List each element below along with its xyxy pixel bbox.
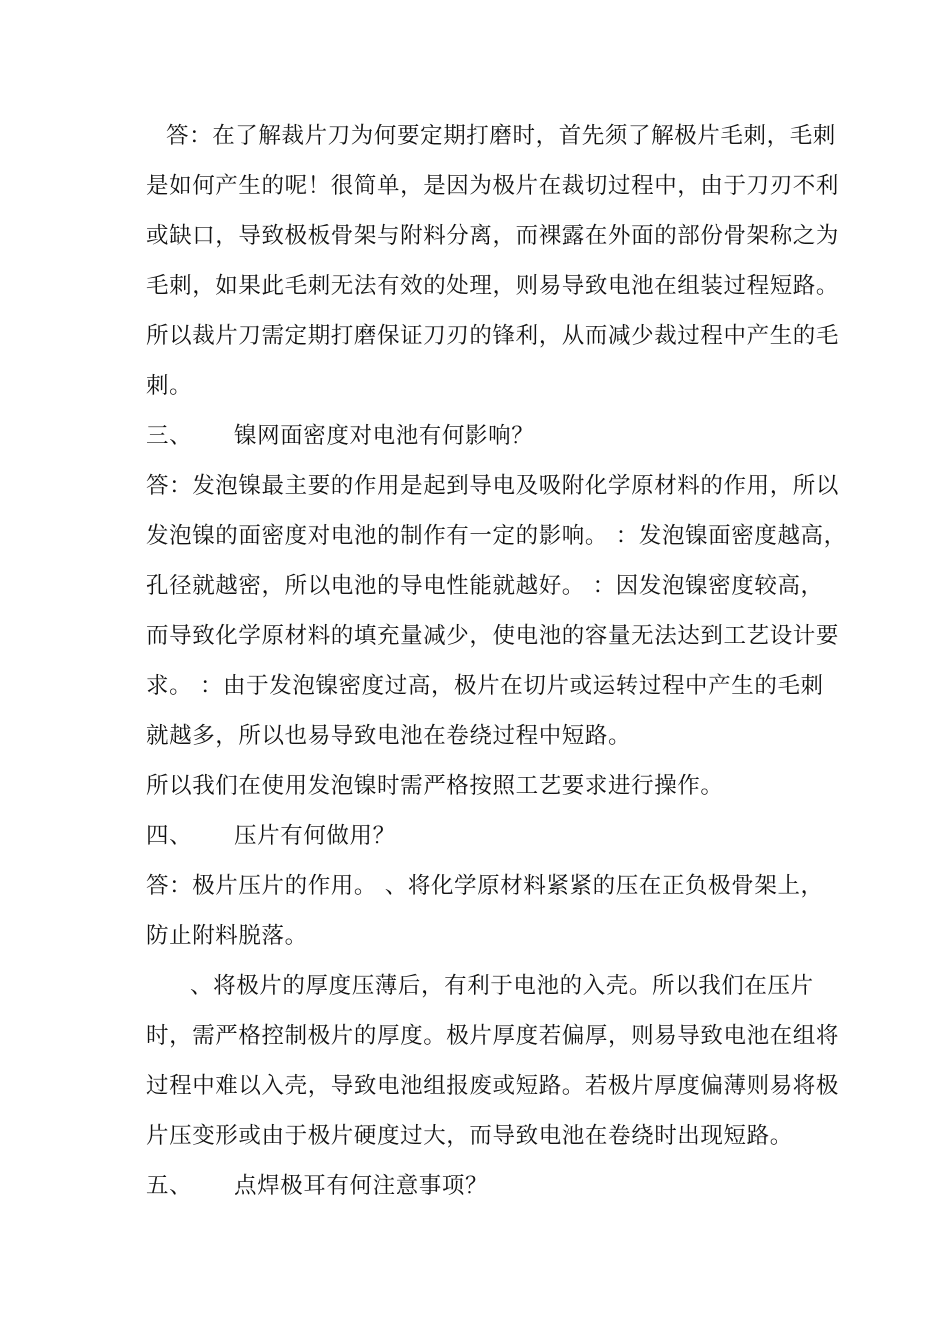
paragraph-line: 时，需严格控制极片的厚度。极片厚度若偏厚，则易导致电池在组将 <box>146 1023 840 1049</box>
paragraph-line: 孔径就越密，所以电池的导电性能就越好。 ：因发泡镍密度较高， <box>146 573 824 599</box>
paragraph-line: 求。 ：由于发泡镍密度过高，极片在切片或运转过程中产生的毛刺 <box>146 673 824 699</box>
paragraph-line: 、将极片的厚度压薄后，有利于电池的入壳。所以我们在压片 <box>190 973 814 999</box>
section-heading-4 <box>146 821 826 851</box>
paragraph-line: 就越多，所以也易导致电池在卷绕过程中短路。 <box>146 723 632 749</box>
section-heading-5 <box>146 1171 826 1201</box>
section-number: 三、 <box>146 423 193 449</box>
section-number: 五、 <box>146 1173 193 1199</box>
section-title: 镍网面密度对电池有何影响？ <box>234 423 535 449</box>
section-title: 压片有何做用？ <box>234 823 396 849</box>
paragraph-line: 防止附料脱落。 <box>146 923 308 949</box>
section-number: 四、 <box>146 823 193 849</box>
paragraph-line: 答：在了解裁片刀为何要定期打磨时，首先须了解极片毛刺，毛刺 <box>166 123 836 149</box>
paragraph-line: 片压变形或由于极片硬度过大，而导致电池在卷绕时出现短路。 <box>146 1123 793 1149</box>
paragraph-line: 或缺口，导致极板骨架与附料分离，而裸露在外面的部份骨架称之为 <box>146 223 840 249</box>
paragraph-line: 发泡镍的面密度对电池的制作有一定的影响。 ：发泡镍面密度越高， <box>146 523 847 549</box>
paragraph-line: 而导致化学原材料的填充量减少，使电池的容量无法达到工艺设计要 <box>146 623 840 649</box>
paragraph-line: 答：极片压片的作用。 、将化学原材料紧紧的压在正负极骨架上， <box>146 873 824 899</box>
paragraph-line: 过程中难以入壳，导致电池组报废或短路。若极片厚度偏薄则易将极 <box>146 1073 840 1099</box>
section-title: 点焊极耳有何注意事项？ <box>234 1173 489 1199</box>
section-heading-3 <box>146 421 826 451</box>
paragraph-line: 所以我们在使用发泡镍时需严格按照工艺要求进行操作。 <box>146 773 724 799</box>
paragraph-line: 答：发泡镍最主要的作用是起到导电及吸附化学原材料的作用，所以 <box>146 473 840 499</box>
paragraph-line: 毛刺，如果此毛刺无法有效的处理，则易导致电池在组装过程短路。 <box>146 273 840 299</box>
paragraph-line: 所以裁片刀需定期打磨保证刀刃的锋利，从而减少裁过程中产生的毛 <box>146 323 840 349</box>
paragraph-line: 刺。 <box>146 373 193 399</box>
paragraph-line: 是如何产生的呢！很简单，是因为极片在裁切过程中，由于刀刃不利 <box>146 173 840 199</box>
